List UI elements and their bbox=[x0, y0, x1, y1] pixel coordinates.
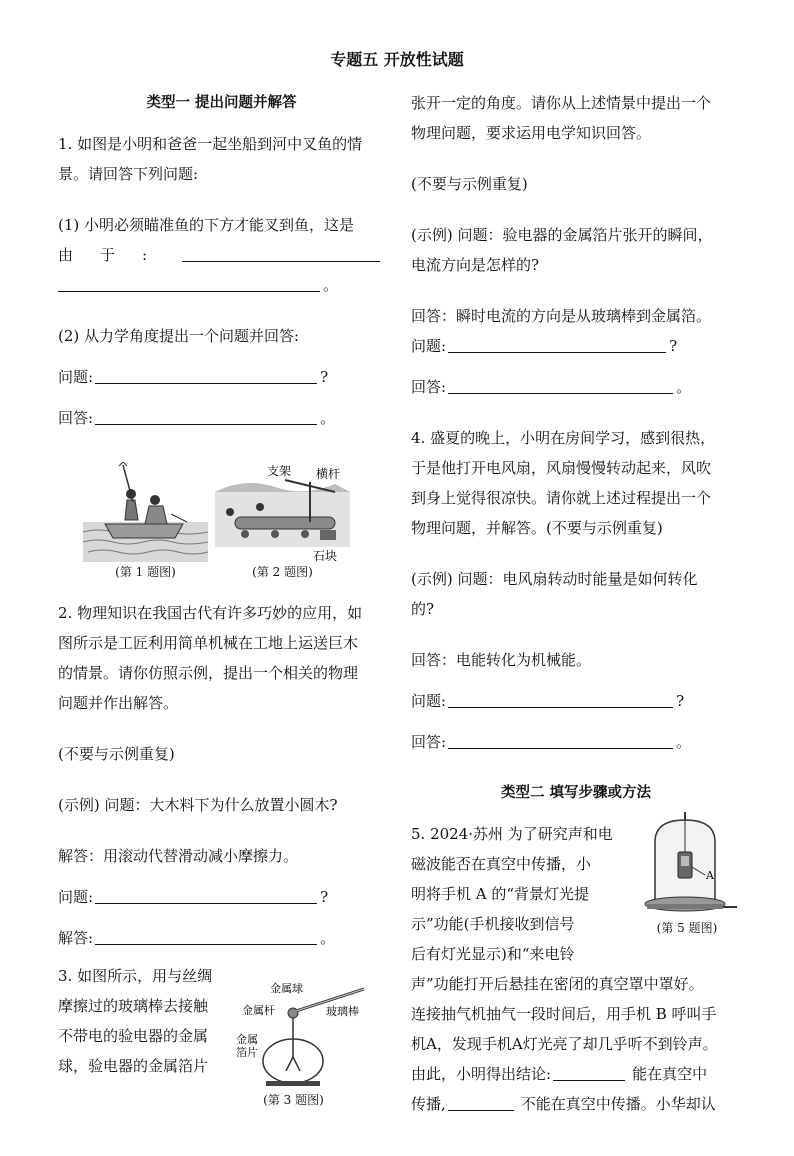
q4-stem-line: 物理问题，并解答。(不要与示例重复) bbox=[411, 519, 663, 537]
log-transport-illustration bbox=[215, 462, 350, 562]
q5-wrap-line: 明将手机 A 的“背景灯光提 bbox=[411, 885, 590, 903]
q4-answer-row bbox=[411, 732, 741, 752]
q1-sub1-end-row bbox=[58, 275, 385, 295]
q3-block bbox=[58, 966, 385, 1156]
q2-note: (不要与示例重复) bbox=[58, 745, 175, 763]
q1-sub1-blank[interactable] bbox=[182, 248, 380, 262]
q3-answer-end: 。 bbox=[676, 378, 692, 396]
q4-question-label: 问题: bbox=[411, 692, 447, 710]
q3-question-label: 问题: bbox=[411, 337, 447, 355]
q4-stem-line: 到身上觉得很凉快。请你就上述过程提出一个 bbox=[411, 489, 712, 507]
q4-question-blank[interactable] bbox=[448, 694, 673, 708]
q3-answer-row bbox=[411, 377, 741, 397]
figure-1-caption: (第 1 题图) bbox=[115, 565, 176, 579]
q2-example: (示例) 问题：大木料下为什么放置小圆木? bbox=[58, 796, 338, 814]
q2-stem-line: 问题并作出解答。 bbox=[58, 694, 179, 712]
q5-blank-2[interactable] bbox=[448, 1097, 514, 1111]
vacuum-bell-jar-illustration bbox=[633, 812, 741, 917]
q2-question-label: 问题: bbox=[58, 888, 94, 906]
q2-stem-line: 图所示是工匠利用简单机械在工地上运送巨木 bbox=[58, 634, 359, 652]
figures-1-2 bbox=[83, 462, 385, 587]
q1-sub1-blank-2[interactable] bbox=[58, 278, 320, 292]
q1-reason-char: : bbox=[142, 246, 148, 264]
q2-stem-line: 的情景。请你仿照示例，提出一个相关的物理 bbox=[58, 664, 359, 682]
figure-2 bbox=[215, 462, 350, 587]
q2-answer-end: 。 bbox=[320, 929, 336, 947]
q5-wrap-line: 后有灯光显示)和“来电铃 bbox=[411, 945, 575, 963]
q3-example-line: 电流方向是怎样的? bbox=[411, 256, 540, 274]
q1-sub2: (2) 从力学角度提出一个问题并回答: bbox=[58, 327, 300, 345]
q4-example-line: (示例) 问题：电风扇转动时能量是如何转化 bbox=[411, 570, 698, 588]
q2-example-answer: 解答：用滚动代替滑动减小摩擦力。 bbox=[58, 847, 299, 865]
q5-conclusion-row-2 bbox=[411, 1094, 741, 1114]
q1-question-blank[interactable] bbox=[95, 370, 317, 384]
q3-answer-blank[interactable] bbox=[448, 380, 673, 394]
q3-question-row bbox=[411, 336, 741, 356]
q3-note: (不要与示例重复) bbox=[411, 175, 528, 193]
boat-fishing-illustration bbox=[83, 462, 208, 562]
q1-sub1-end: 。 bbox=[323, 276, 339, 294]
fig3-label-foil: 金属 bbox=[236, 1033, 258, 1046]
figure-3 bbox=[236, 981, 374, 1106]
q4-answer-end: 。 bbox=[676, 733, 692, 751]
q4-answer-blank[interactable] bbox=[448, 735, 673, 749]
q1-answer-label: 回答: bbox=[58, 409, 94, 427]
figure-3-caption: (第 3 题图) bbox=[263, 1093, 324, 1107]
fig3-label-foil-2: 箔片 bbox=[236, 1046, 258, 1059]
q4-example-line: 的? bbox=[411, 600, 435, 618]
q5-line-a-post: 能在真空中 bbox=[632, 1065, 708, 1083]
q1-answer-blank[interactable] bbox=[95, 411, 317, 425]
fig3-label-rod: 金属杆 bbox=[242, 1004, 275, 1017]
q4-question-row bbox=[411, 691, 741, 711]
q3-question-end: ? bbox=[669, 337, 678, 355]
fig2-label-stone: 石块 bbox=[313, 549, 338, 562]
q1-answer-row bbox=[58, 408, 385, 428]
q3-question-blank[interactable] bbox=[448, 339, 666, 353]
q5-block bbox=[411, 824, 741, 1114]
q3-example-line: (示例) 问题：验电器的金属箔片张开的瞬间， bbox=[411, 226, 713, 244]
q4-stem-line: 于是他打开电风扇，风扇慢慢转动起来，风吹 bbox=[411, 459, 712, 477]
q3-answer-label: 回答: bbox=[411, 378, 447, 396]
q1-reason-char: 由 bbox=[58, 246, 74, 264]
q2-answer-label: 解答: bbox=[58, 929, 94, 947]
right-column bbox=[411, 93, 741, 1114]
fig3-label-glass-rod: 玻璃棒 bbox=[326, 1005, 359, 1018]
fig2-label-bracket: 支架 bbox=[267, 464, 292, 478]
q5-conclusion-row-1 bbox=[411, 1064, 741, 1084]
figure-5-caption: (第 5 题图) bbox=[656, 921, 718, 935]
q2-answer-blank[interactable] bbox=[95, 931, 317, 945]
q5-wrap-line: 磁波能否在真空中传播，小 bbox=[411, 855, 592, 873]
q3-stem-line: 不带电的验电器的金属 bbox=[58, 1027, 209, 1045]
fig5-label-a: A bbox=[706, 869, 714, 882]
q2-question-end: ? bbox=[320, 888, 329, 906]
q5-wrap-line: 示”功能(手机接收到信号 bbox=[411, 915, 575, 933]
type1-heading: 类型一 提出问题并解答 bbox=[146, 95, 297, 111]
q4-stem-line: 4. 盛夏的晚上，小明在房间学习，感到很热， bbox=[411, 429, 716, 447]
q5-line-b-post: 不能在真空中传播。小华却认 bbox=[520, 1095, 716, 1113]
q1-sub1-reason-row bbox=[58, 245, 385, 265]
q3-stem-line: 摩擦过的玻璃棒去接触 bbox=[58, 997, 209, 1015]
q5-line-b-pre: 传播, bbox=[411, 1095, 446, 1113]
page-title: 专题五 开放性试题 bbox=[330, 50, 464, 69]
q2-stem-line: 2. 物理知识在我国古代有许多巧妙的应用，如 bbox=[58, 604, 363, 622]
q5-line-a-pre: 由此，小明得出结论: bbox=[411, 1065, 552, 1083]
type2-heading: 类型二 填写步骤或方法 bbox=[500, 785, 652, 801]
fig2-label-crossbar: 横杆 bbox=[316, 467, 341, 481]
q1-answer-end: 。 bbox=[320, 409, 336, 427]
q3-cont-line: 张开一定的角度。请你从上述情景中提出一个 bbox=[411, 94, 712, 112]
q4-question-end: ? bbox=[676, 692, 685, 710]
q4-example-answer: 回答：电能转化为机械能。 bbox=[411, 651, 592, 669]
q2-question-row bbox=[58, 887, 385, 907]
q1-stem-line: 景。请回答下列问题: bbox=[58, 165, 199, 183]
figure-1 bbox=[83, 462, 215, 587]
q3-stem-line: 球，验电器的金属箔片 bbox=[58, 1057, 209, 1075]
q2-question-blank[interactable] bbox=[95, 890, 317, 904]
left-column bbox=[58, 93, 385, 1156]
q1-question-row bbox=[58, 367, 385, 387]
q3-stem-line: 3. 如图所示，用与丝绸 bbox=[58, 967, 213, 985]
q5-full-line: 连接抽气机抽气一段时间后，用手机 B 呼叫手 bbox=[411, 1005, 717, 1023]
q3-cont-line: 物理问题，要求运用电学知识回答。 bbox=[411, 124, 652, 142]
q5-blank-1[interactable] bbox=[553, 1067, 625, 1081]
q1-question-end: ? bbox=[320, 368, 329, 386]
q1-sub1-line: (1) 小明必须瞄准鱼的下方才能叉到鱼，这是 bbox=[58, 216, 355, 234]
electroscope-illustration bbox=[236, 981, 374, 1089]
q2-answer-row bbox=[58, 928, 385, 948]
q3-example-answer: 回答：瞬时电流的方向是从玻璃棒到金属箔。 bbox=[411, 307, 712, 325]
q1-reason-char: 于 bbox=[100, 246, 116, 264]
q1-question-label: 问题: bbox=[58, 368, 94, 386]
q1-stem-line: 1. 如图是小明和爸爸一起坐船到河中叉鱼的情 bbox=[58, 135, 363, 153]
figure-2-caption: (第 2 题图) bbox=[252, 565, 313, 579]
q4-answer-label: 回答: bbox=[411, 733, 447, 751]
fig3-label-ball: 金属球 bbox=[270, 982, 303, 995]
q5-wrap-line: 5. 2024·苏州 为了研究声和电 bbox=[411, 825, 613, 843]
q5-full-line: 声”功能打开后悬挂在密闭的真空罩中罩好。 bbox=[411, 975, 704, 993]
figure-5 bbox=[633, 812, 741, 937]
q5-full-line: 机A，发现手机A灯光亮了却几乎听不到铃声。 bbox=[411, 1035, 718, 1053]
